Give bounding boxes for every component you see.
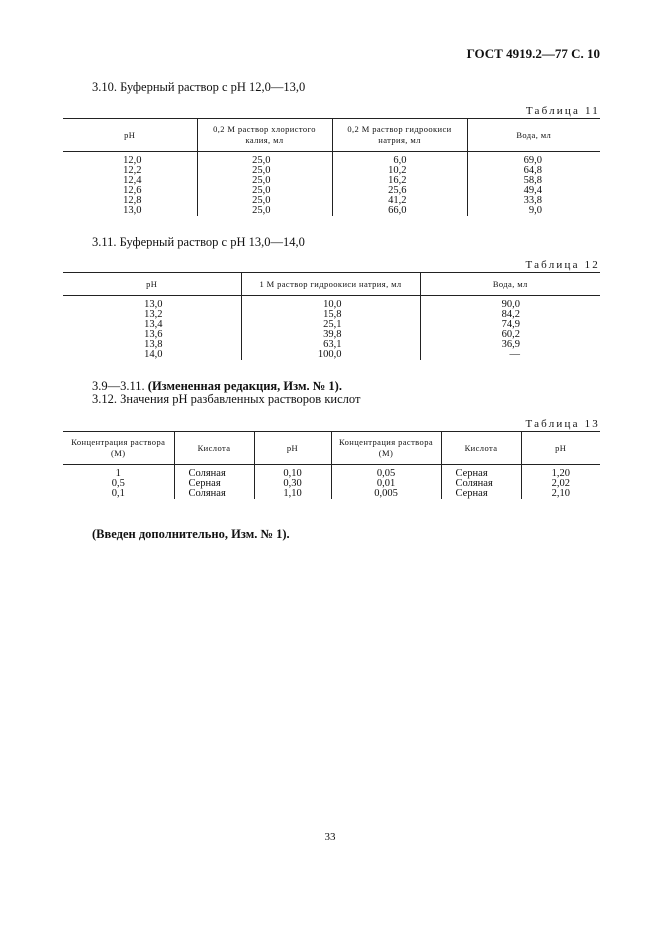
table-cell: 25,0 — [197, 156, 332, 166]
table-cell: 0,5 — [111, 478, 125, 489]
table-12-header: 1 М раствор гидроокиси натрия, мл — [241, 273, 420, 296]
added-note: (Введен дополнительно, Изм. № 1). — [92, 527, 290, 541]
table-cell: 10,2 — [332, 166, 467, 176]
table-cell: 25,0 — [197, 176, 332, 186]
table-cell: 58,8 — [467, 176, 600, 186]
table-cell: 13,0 — [123, 205, 142, 216]
change-note-range: 3.9—3.11. — [92, 379, 145, 393]
table-cell: 41,2 — [332, 196, 467, 206]
table-row — [63, 350, 600, 360]
table-cell: 84,2 — [420, 310, 600, 320]
table-cell: 69,0 — [467, 156, 600, 166]
table-cell: 12,6 — [123, 185, 142, 196]
table-cell: 6,0 — [332, 156, 467, 166]
table-row — [63, 196, 600, 206]
table-12-label: Таблица 12 — [525, 259, 600, 271]
page-number: 33 — [324, 831, 336, 843]
table-cell: Серная — [441, 469, 521, 479]
table-cell: — — [420, 350, 600, 360]
table-cell: 12,4 — [123, 175, 142, 186]
table-11-header: Вода, мл — [467, 119, 600, 152]
table-cell: 0,05 — [331, 469, 441, 479]
table-cell: 13,0 — [144, 299, 163, 310]
table-13-header: Концентрация раствора (М) — [63, 432, 174, 465]
table-cell: Соляная — [174, 469, 254, 479]
table-11-header: рН — [63, 119, 197, 152]
table-13-header: Кислота — [441, 432, 521, 465]
table-cell: 36,9 — [420, 340, 600, 350]
table-cell: 0,10 — [254, 469, 331, 479]
table-cell: 25,6 — [332, 186, 467, 196]
table-row — [63, 176, 600, 186]
section-3-11-heading: 3.11. Буферный раствор с рН 13,0—14,0 — [92, 235, 305, 249]
table-cell: Серная — [441, 489, 521, 499]
table-cell: 60,2 — [420, 330, 600, 340]
change-note-text: (Измененная редакция, Изм. № 1). — [147, 379, 342, 393]
table-12-header: рН — [63, 273, 241, 296]
table-cell: 25,1 — [241, 320, 420, 330]
table-row — [63, 166, 600, 176]
table-cell: 90,0 — [420, 300, 600, 310]
table-cell: 12,8 — [123, 195, 142, 206]
table-cell: 13,8 — [144, 339, 163, 350]
page-header: ГОСТ 4919.2—77 С. 10 — [466, 46, 600, 61]
table-row — [63, 186, 600, 196]
table-cell: 12,2 — [123, 165, 142, 176]
table-13 — [63, 431, 600, 499]
table-cell: 1,10 — [254, 489, 331, 499]
table-cell: 25,0 — [197, 186, 332, 196]
table-cell: 15,8 — [241, 310, 420, 320]
table-13-header: Кислота — [174, 432, 254, 465]
table-12 — [63, 272, 600, 360]
table-cell: 14,0 — [144, 349, 163, 360]
table-cell: 25,0 — [197, 196, 332, 206]
table-cell: Соляная — [441, 479, 521, 489]
table-cell: 39,8 — [241, 330, 420, 340]
table-row — [63, 479, 600, 489]
table-cell: 10,0 — [241, 300, 420, 310]
table-cell: Соляная — [174, 489, 254, 499]
table-12-header: Вода, мл — [420, 273, 600, 296]
section-3-12-heading: 3.12. Значения рН разбавленных растворов кислот — [92, 392, 361, 406]
table-cell: 0,1 — [111, 488, 125, 499]
table-cell: 2,10 — [521, 489, 600, 499]
table-13-header: рН — [254, 432, 331, 465]
table-cell: 13,4 — [144, 319, 163, 330]
table-cell: 1 — [115, 468, 121, 479]
section-3-10-heading: 3.10. Буферный раствор с рН 12,0—13,0 — [92, 80, 306, 94]
table-11-header: 0,2 М раствор гидроокиси натрия, мл — [332, 119, 467, 152]
table-cell: 0,01 — [331, 479, 441, 489]
table-11 — [63, 118, 600, 216]
table-cell: 64,8 — [467, 166, 600, 176]
table-row — [63, 156, 600, 166]
table-cell: 12,0 — [123, 155, 142, 166]
table-13-label: Таблица 13 — [525, 418, 600, 430]
table-cell: 16,2 — [332, 176, 467, 186]
table-cell: 74,9 — [420, 320, 600, 330]
table-11-header: 0,2 М раствор хлористого калия, мл — [197, 119, 332, 152]
table-row — [63, 469, 600, 479]
table-13-header: Концентрация раствора (М) — [331, 432, 441, 465]
table-cell: 33,8 — [467, 196, 600, 206]
table-cell: Серная — [174, 479, 254, 489]
table-cell: 9,0 — [467, 206, 600, 216]
table-cell: 0,005 — [331, 489, 441, 499]
table-11-label: Таблица 11 — [525, 105, 600, 117]
table-cell: 2,02 — [521, 479, 600, 489]
table-cell: 13,6 — [144, 329, 163, 340]
table-cell: 13,2 — [144, 309, 163, 320]
table-cell: 66,0 — [332, 206, 467, 216]
table-cell: 25,0 — [197, 166, 332, 176]
table-cell: 1,20 — [521, 469, 600, 479]
table-cell: 0,30 — [254, 479, 331, 489]
table-cell: 25,0 — [197, 206, 332, 216]
table-row — [63, 489, 600, 499]
table-cell: 49,4 — [467, 186, 600, 196]
table-row — [63, 206, 600, 216]
table-cell: 63,1 — [241, 340, 420, 350]
table-13-header: рН — [521, 432, 600, 465]
table-cell: 100,0 — [241, 350, 420, 360]
